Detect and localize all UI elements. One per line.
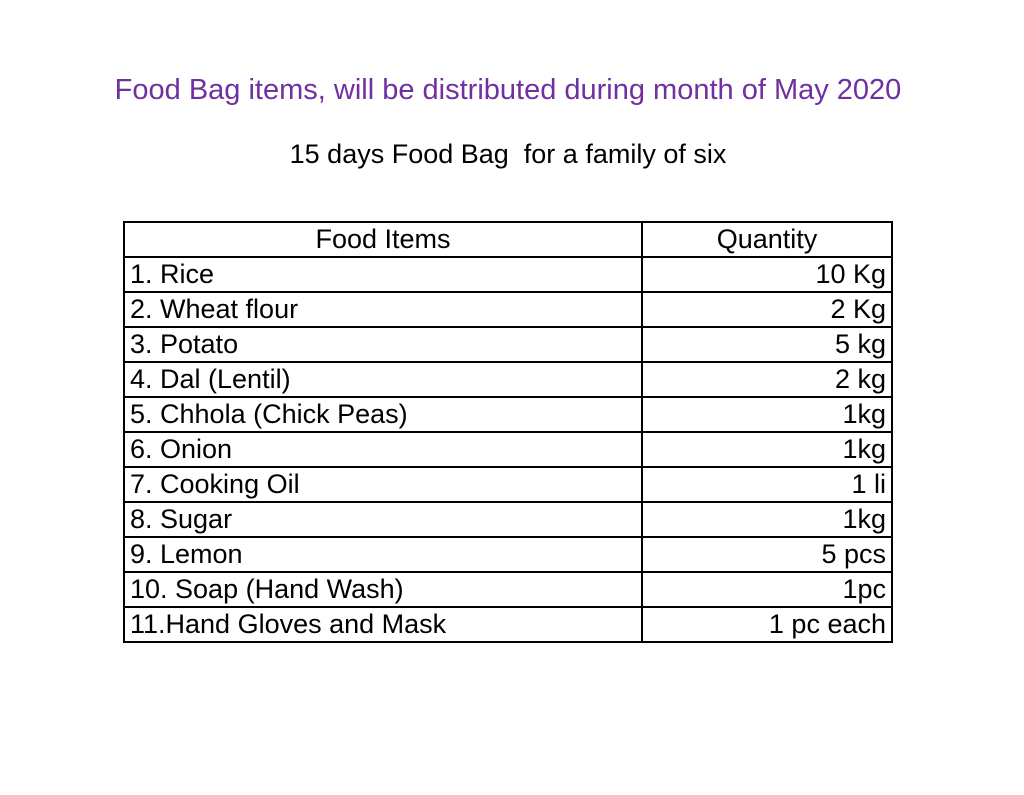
table-row [124,327,892,362]
table-row [124,572,892,607]
table-row [124,432,892,467]
item-quantity-cell: 1 li [642,467,892,502]
item-name-cell: 3. Potato [124,327,642,362]
item-quantity-cell: 1pc [642,572,892,607]
table-row [124,502,892,537]
item-name-cell: 1. Rice [124,257,642,292]
item-name-cell: 6. Onion [124,432,642,467]
item-name-cell: 7. Cooking Oil [124,467,642,502]
item-name-cell: 5. Chhola (Chick Peas) [124,397,642,432]
document-title: Food Bag items, will be distributed during month of May 2020 [114,74,902,106]
item-quantity-cell: 2 kg [642,362,892,397]
item-quantity-cell: 1 pc each [642,607,892,642]
item-quantity-cell: 10 Kg [642,257,892,292]
item-name-cell: 2. Wheat flour [124,292,642,327]
item-quantity-cell: 5 pcs [642,537,892,572]
document-subtitle: 15 days Food Bag for a family of six [289,139,727,169]
table-row [124,292,892,327]
item-name-cell: 4. Dal (Lentil) [124,362,642,397]
item-quantity-cell: 1kg [642,397,892,432]
table-row [124,397,892,432]
table-row [124,467,892,502]
item-quantity-cell: 5 kg [642,327,892,362]
item-quantity-cell: 2 Kg [642,292,892,327]
table-row [124,257,892,292]
table-row [124,362,892,397]
item-name-cell: 10. Soap (Hand Wash) [124,572,642,607]
item-name-cell: 9. Lemon [124,537,642,572]
item-quantity-cell: 1kg [642,432,892,467]
table-header-row [124,222,892,257]
item-name-cell: 11.Hand Gloves and Mask [124,607,642,642]
item-quantity-cell: 1kg [642,502,892,537]
food-items-table [123,221,893,643]
quantity-header: Quantity [642,222,892,257]
item-name-cell: 8. Sugar [124,502,642,537]
food-items-header: Food Items [124,222,642,257]
table-row [124,537,892,572]
table-row [124,607,892,642]
